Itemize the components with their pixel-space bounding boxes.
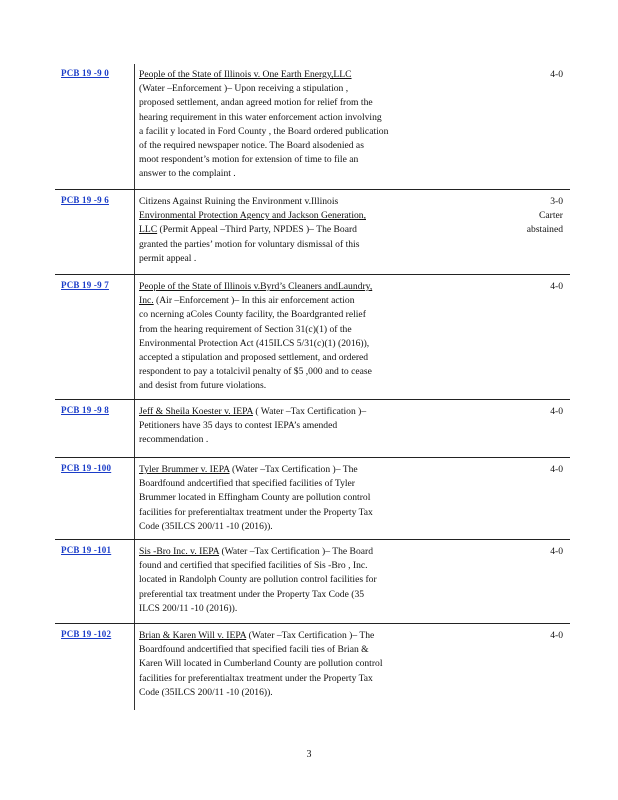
vote-line: abstained: [526, 224, 563, 236]
description-line: Karen Will located in Cumberland County are pollution control: [139, 658, 383, 670]
description-line: answer to the complaint .: [139, 168, 236, 180]
vote-line: Carter: [539, 210, 563, 222]
description-line: Environmental Protection Agency and Jackson Generation,: [139, 210, 366, 222]
description-line: [139, 629, 443, 643]
board-vote: [483, 195, 563, 238]
description-line: from the hearing requirement of Section 31(c)(1) of the: [139, 323, 352, 335]
description-line: accepted a stipulation and proposed settlement, and ordered: [139, 352, 369, 364]
vote-line: 4-0: [550, 281, 563, 292]
entry-separator: [55, 274, 570, 275]
description-line: proposed settlement, andan agreed motion for relief from the: [139, 97, 373, 109]
description-line: recommendation .: [139, 434, 209, 446]
description-line: located in Randolph County are pollution control facilities for: [139, 574, 377, 586]
board-vote: [483, 68, 563, 82]
description-line: hearing requirement in this water enforcement action involving: [139, 111, 382, 123]
case-caption: Inc.: [139, 295, 154, 307]
entry-separator: [55, 457, 570, 458]
case-caption: Sis -Bro Inc. v. IEPA: [139, 546, 220, 557]
description-line: facilities for preferentialtax treatment under the Property Tax: [139, 672, 373, 684]
description-line: Boardfound andcertified that specified facilities of Tyler: [139, 478, 355, 490]
case-caption: Brian & Karen Will v. IEPA: [139, 630, 247, 641]
case-caption-rest: (Air –Enforcement )– In this air enforcement action: [153, 295, 355, 307]
case-description: [139, 629, 443, 700]
case-caption-rest: (Water –Tax Certification )– The Board: [219, 546, 374, 557]
description-line: respondent to pay a totalcivil penalty of $5 ,000 and to cease: [139, 366, 372, 378]
vote-line: 4-0: [550, 630, 563, 641]
case-number-link[interactable]: PCB 19 -9 0: [61, 68, 109, 78]
description-line: Brummer located in Effingham County are pollution control: [139, 492, 371, 504]
description-line: co ncerning aColes County facility, the Boardgranted relief: [139, 309, 366, 321]
description-line: [139, 294, 443, 308]
case-caption-rest: (Permit Appeal –Third Party, NPDES )– The Board: [157, 224, 357, 236]
description-line: granted the parties’ motion for voluntary dismissal of this: [139, 238, 360, 250]
vote-line: 4-0: [550, 464, 563, 475]
description-line: and desist from future violations.: [139, 380, 267, 392]
case-caption: LLC: [139, 224, 158, 236]
column-divider: [134, 64, 135, 710]
case-caption-rest: (Water –Tax Certification )– The: [246, 630, 375, 641]
page-number: 3: [306, 749, 312, 760]
board-vote: [483, 545, 563, 559]
description-line: Petitioners have 35 days to contest IEPA’s amended: [139, 420, 338, 432]
case-number-link[interactable]: PCB 19 -100: [61, 463, 112, 473]
board-vote: [483, 629, 563, 643]
description-line: of the required newspaper notice. The Board alsodenied as: [139, 140, 364, 152]
case-description: [139, 405, 443, 448]
board-vote: [483, 405, 563, 419]
vote-line: 4-0: [550, 69, 563, 80]
description-line: preferential tax treatment under the Property Tax Code (35: [139, 588, 365, 600]
case-number-link[interactable]: PCB 19 -9 6: [61, 195, 109, 205]
board-vote: [483, 280, 563, 294]
entry-separator: [55, 623, 570, 624]
entry-separator: [55, 399, 570, 400]
description-line: Code (35ILCS 200/11 -10 (2016)).: [139, 686, 273, 698]
case-description: [139, 280, 443, 394]
case-description: [139, 545, 443, 616]
case-caption: Jeff & Sheila Koester v. IEPA: [139, 406, 253, 417]
case-number-link[interactable]: PCB 19 -9 8: [61, 405, 109, 415]
description-line: Boardfound andcertified that specified facili ties of Brian &: [139, 644, 369, 656]
description-line: [139, 545, 443, 559]
vote-line: 4-0: [550, 546, 563, 557]
description-line: a facilit y located in Ford County , the Board ordered publication: [139, 125, 389, 137]
description-line: facilities for preferentialtax treatment under the Property Tax: [139, 506, 373, 518]
description-line: People of the State of Illinois v. One Earth Energy,LLC: [139, 69, 352, 80]
vote-line: 4-0: [550, 406, 563, 417]
case-number-link[interactable]: PCB 19 -102: [61, 629, 112, 639]
description-line: [139, 223, 443, 237]
entry-separator: [55, 539, 570, 540]
board-vote: [483, 463, 563, 477]
case-number-link[interactable]: PCB 19 -101: [61, 545, 112, 555]
case-description: [139, 68, 443, 182]
entry-separator: [55, 189, 570, 190]
description-line: ILCS 200/11 -10 (2016)).: [139, 602, 238, 614]
description-line: People of the State of Illinois v.Byrd’s Cleaners andLaundry,: [139, 281, 373, 292]
case-caption-rest: (Water –Tax Certification )– The: [229, 464, 358, 475]
description-line: found and certified that specified facilities of Sis -Bro , Inc.: [139, 560, 368, 572]
case-description: [139, 195, 443, 266]
description-line: (Water –Enforcement )– Upon receiving a stipulation ,: [139, 83, 349, 95]
case-number-link[interactable]: PCB 19 -9 7: [61, 280, 109, 290]
description-line: permit appeal .: [139, 252, 197, 264]
description-line: Code (35ILCS 200/11 -10 (2016)).: [139, 520, 273, 532]
case-caption-rest: ( Water –Tax Certification )–: [252, 406, 367, 417]
vote-line: 3-0: [550, 196, 563, 207]
case-description: [139, 463, 443, 534]
description-line: Citizens Against Ruining the Environment v.Illinois: [139, 196, 339, 207]
description-line: [139, 463, 443, 477]
description-line: Environmental Protection Act (415ILCS 5/31(c)(1) (2016)),: [139, 337, 370, 349]
case-caption: Tyler Brummer v. IEPA: [139, 464, 230, 475]
description-line: [139, 405, 443, 419]
description-line: moot respondent’s motion for extension of time to file an: [139, 154, 359, 166]
